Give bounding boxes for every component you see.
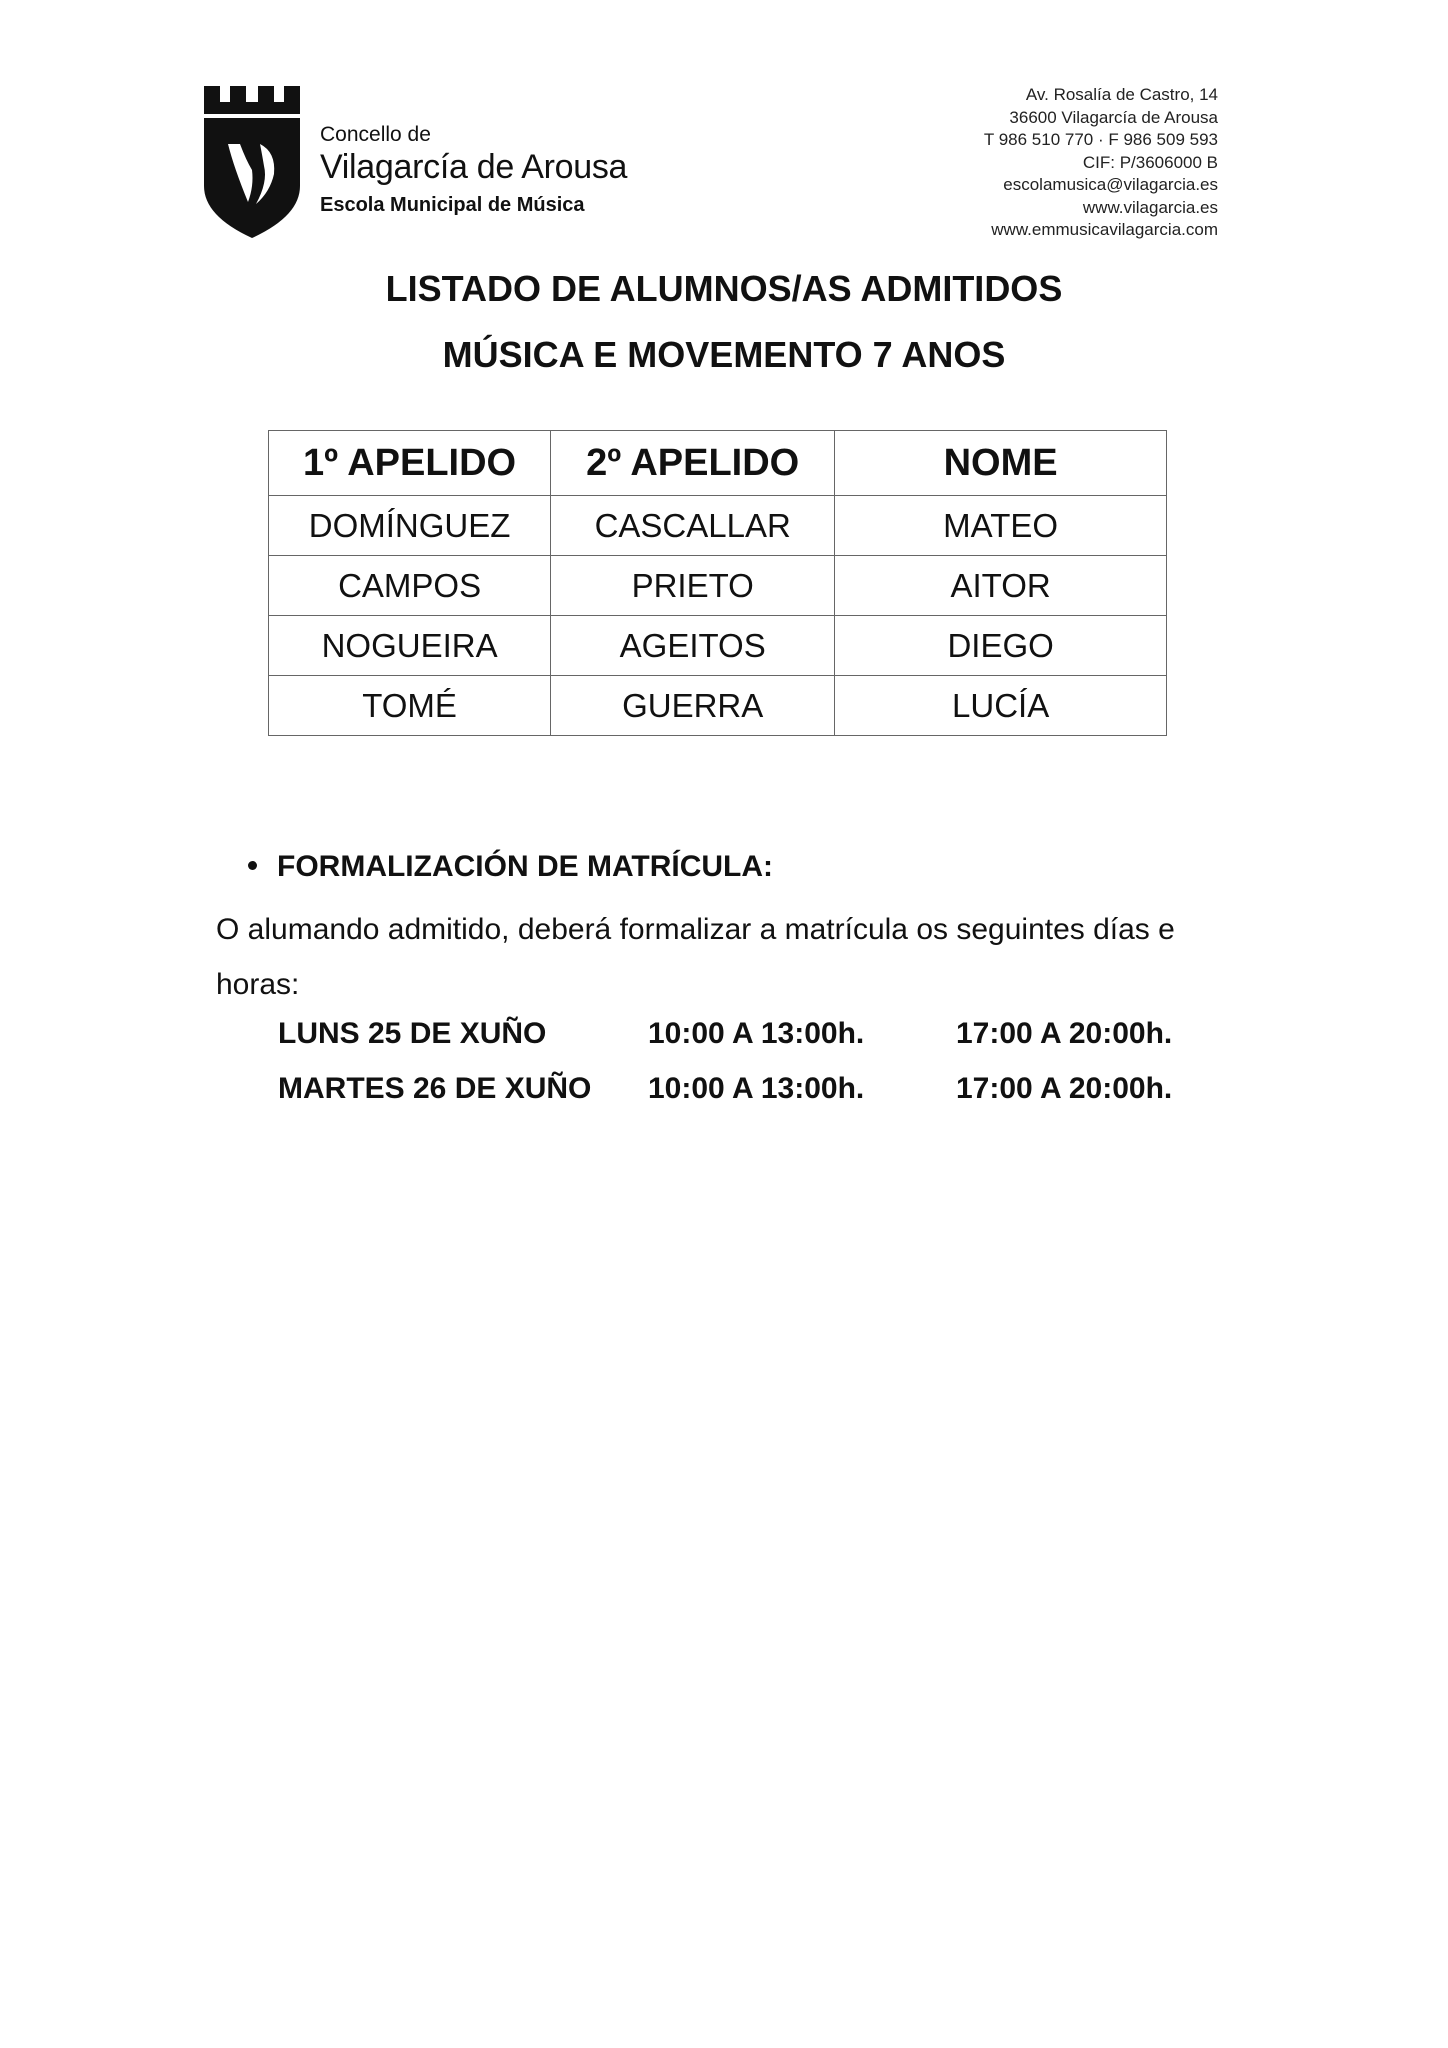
address-web-2: www.emmusicavilagarcia.com (991, 220, 1218, 239)
enrollment-heading (248, 850, 773, 884)
name-cell: MATEO (835, 496, 1167, 556)
column-header-name: NOME (835, 431, 1167, 496)
contact-address (984, 84, 1218, 242)
address-city: 36600 Vilagarcía de Arousa (1009, 107, 1218, 127)
logo-line-3: Escola Municipal de Música (320, 194, 585, 216)
enrollment-instructions: O alumando admitido, deberá formalizar a matrícula os seguintes días e horas: (216, 913, 1175, 1001)
table-row (269, 556, 1167, 616)
name-cell: LUCÍA (835, 676, 1167, 736)
second-surname-cell: GUERRA (551, 676, 835, 736)
address-cif: CIF: P/3606000 B (1082, 152, 1218, 172)
schedule-day: MARTES 26 DE XUÑO (278, 1071, 592, 1105)
admitted-students-table (268, 430, 1167, 736)
address-street: Av. Rosalía de Castro, 14 (1025, 85, 1218, 104)
document-title: LISTADO DE ALUMNOS/AS ADMITIDOS (385, 268, 1063, 309)
table-header-row (269, 431, 1167, 496)
second-surname-cell: CASCALLAR (551, 496, 835, 556)
table-row (269, 676, 1167, 736)
name-cell: DIEGO (835, 616, 1167, 676)
castle-shield-icon (202, 86, 302, 238)
document-subtitle: MÚSICA E MOVEMENTO 7 ANOS (442, 334, 1006, 375)
address-email: escolamusica@vilagarcia.es (1003, 175, 1218, 194)
enrollment-heading-text: FORMALIZACIÓN DE MATRÍCULA: (277, 850, 774, 883)
logo-line-2: Vilagarcía de Arousa (320, 148, 628, 186)
schedule-afternoon-hours: 17:00 A 20:00h. (956, 1016, 1173, 1050)
second-surname-cell: AGEITOS (551, 616, 835, 676)
schedule-row (278, 1061, 1216, 1116)
first-surname-cell: TOMÉ (269, 676, 551, 736)
first-surname-cell: CAMPOS (269, 556, 551, 616)
schedule-day: LUNS 25 DE XUÑO (278, 1016, 547, 1050)
address-phone: T 986 510 770 · F 986 509 593 (983, 130, 1218, 149)
schedule-row (278, 1006, 1216, 1061)
column-header-second-surname: 2º APELIDO (551, 431, 835, 496)
first-surname-cell: DOMÍNGUEZ (269, 496, 551, 556)
schedule-morning-hours: 10:00 A 13:00h. (648, 1016, 865, 1050)
school-logo (202, 86, 662, 238)
enrollment-schedule (278, 1006, 1216, 1116)
first-surname-cell: NOGUEIRA (269, 616, 551, 676)
address-web-1: www.vilagarcia.es (1082, 197, 1218, 217)
table-row (269, 616, 1167, 676)
schedule-morning-hours: 10:00 A 13:00h. (648, 1071, 865, 1105)
logo-line-1: Concello de (320, 123, 431, 146)
bullet-icon (248, 861, 257, 870)
second-surname-cell: PRIETO (551, 556, 835, 616)
column-header-first-surname: 1º APELIDO (269, 431, 551, 496)
schedule-afternoon-hours: 17:00 A 20:00h. (956, 1071, 1173, 1105)
name-cell: AITOR (835, 556, 1167, 616)
table-row (269, 496, 1167, 556)
